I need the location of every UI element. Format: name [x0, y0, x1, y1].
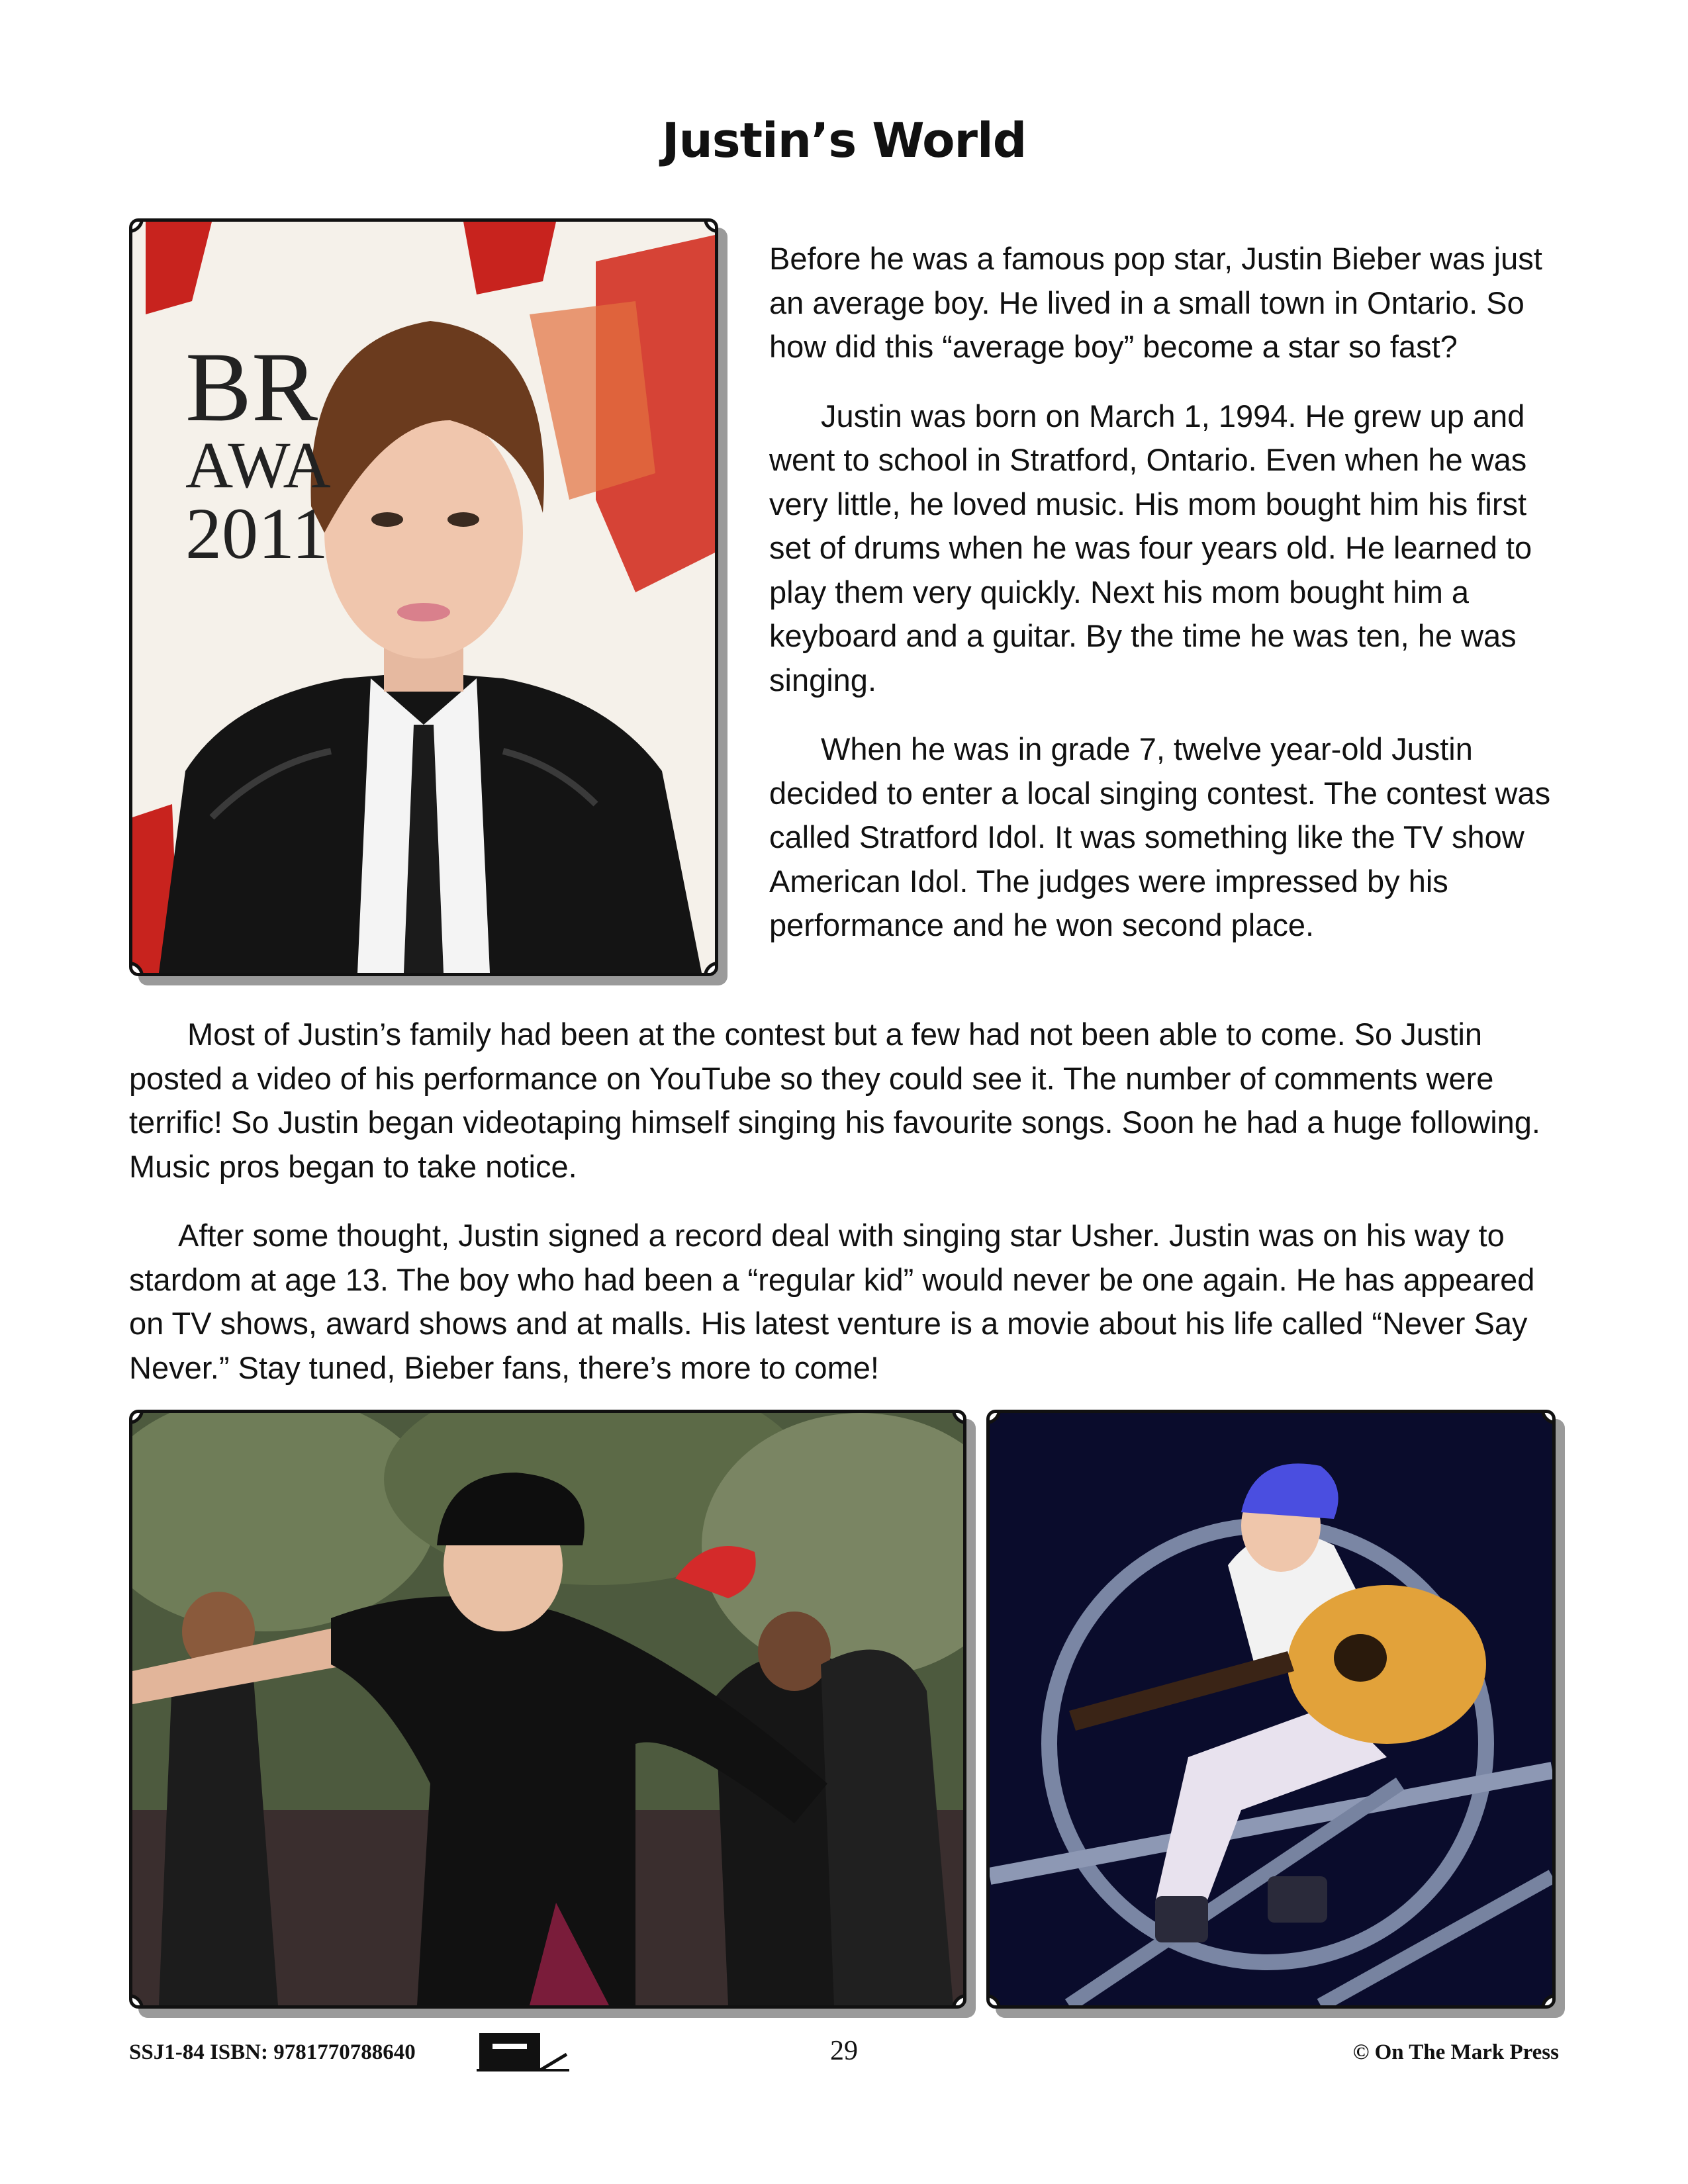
footer-code: SSJ1-84 ISBN: 9781770788640: [129, 2040, 416, 2064]
paragraph-1: Before he was a famous pop star, Justin Bieber was just an average boy. He lived in a small town in Ontario. So how did this “average boy” become a star so fast?: [769, 241, 1542, 364]
backdrop-text: BR AWA 2011: [185, 332, 331, 574]
paragraph-3: When he was in grade 7, twelve year-old Justin decided to enter a local singing contest. The contest was called Stratford Idol. It was something like the TV show American Idol. The judges were impressed by his performance and he won second place.: [769, 731, 1551, 942]
guitar-performance-illustration: [990, 1413, 1552, 2005]
paragraph-2: Justin was born on March 1, 1994. He grew up and went to school in Stratford, Ontario. Even when he was very little, he loved music. His mom bought him his first set of drums when he was four years old. He learned to play them very quickly. Next his mom bought him a keyboard and a guitar. By the time he was ten, he was singing.: [769, 398, 1532, 698]
photo-stage-performance: [129, 1410, 966, 2009]
paragraph-5: After some thought, Justin signed a record deal with singing star Usher. Justin was on his way to stardom at age 13. The boy who had been a “regular kid” would never be one again. He has appeared on TV shows, award shows and at malls. His latest venture is a movie about his life called “Never Say Never.” Stay tuned, Bieber fans, there’s more to come!: [129, 1218, 1535, 1385]
full-width-text: [129, 1013, 1559, 1415]
intro-column: [769, 237, 1557, 973]
paragraph-4: Most of Justin’s family had been at the contest but a few had not been able to come. So Justin posted a video of his performance on YouTube so they could see it. The number of comments were terrific! So Justin began videotaping himself singing his favourite songs. Soon he had a huge following. Music pros began to take notice.: [129, 1017, 1540, 1184]
photo-awards-portrait: [129, 218, 718, 976]
page-number: 29: [830, 2036, 858, 2066]
page-title: Justin’s World: [661, 113, 1027, 168]
stage-performance-illustration: [132, 1413, 963, 2005]
footer-copyright: © On The Mark Press: [1352, 2040, 1559, 2064]
photo-guitar-performance: [986, 1410, 1556, 2009]
